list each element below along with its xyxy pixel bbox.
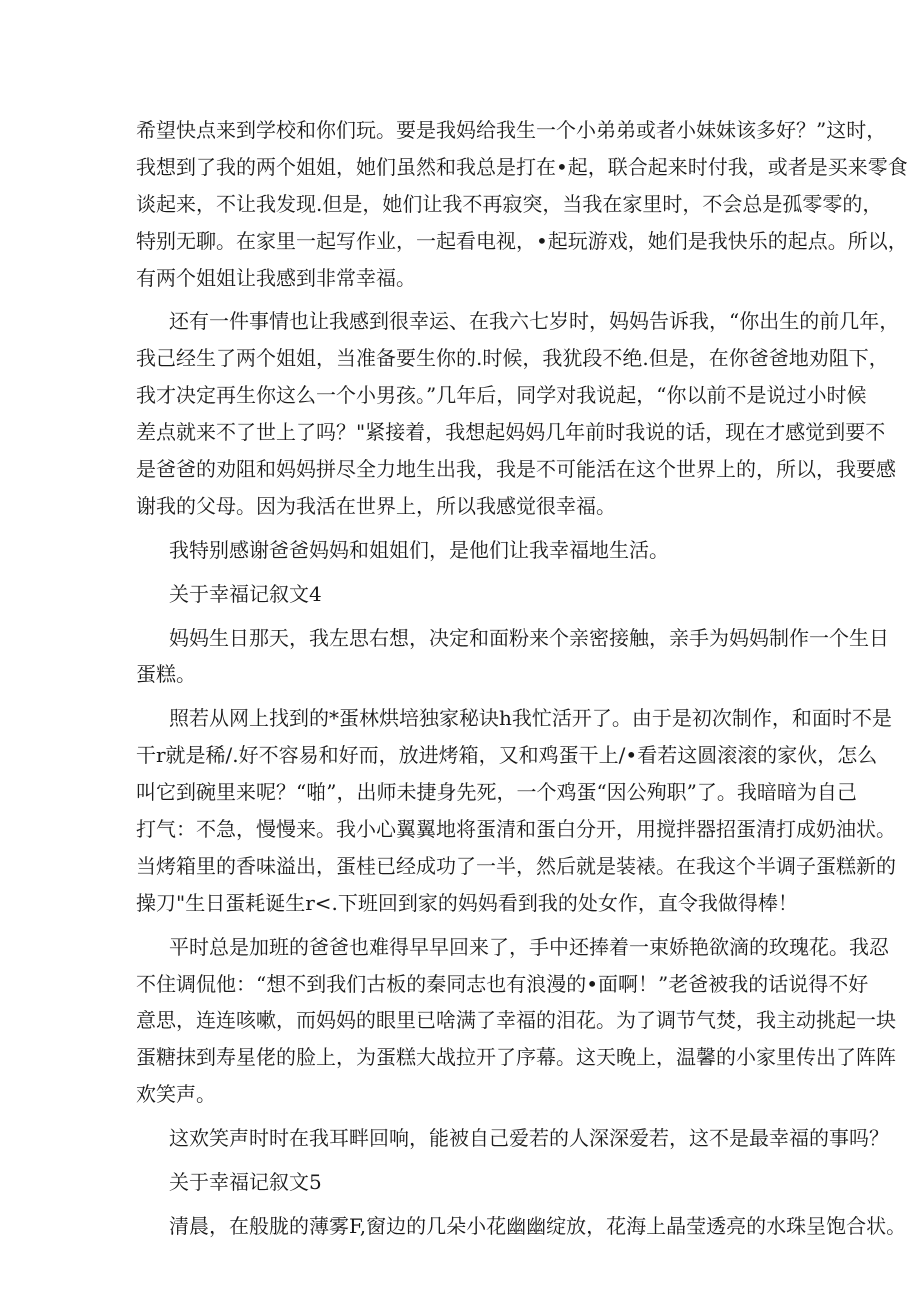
text-line: 这欢笑声时时在我耳畔回响，能被自己爱若的人深深爱若，这不是最幸福的事吗？ [169, 1126, 889, 1151]
text-line: 清晨，在般胧的薄雾F,窗边的几朵小花幽幽绽放，花海上晶莹透亮的水珠呈饱合状。 [169, 1213, 907, 1238]
paragraph [136, 620, 889, 694]
text-line: 谢我的父母。因为我活在世界上，所以我感觉很幸福。 [136, 493, 616, 518]
text-line: 还有一件事情也让我感到很幸运、在我六七岁时，妈妈告诉我，“你出生的前几年， [169, 309, 900, 334]
text-line: 妈妈生日那天，我左思右想，决定和面粉来个亲密接触，亲手为妈妈制作一个生日 [169, 625, 889, 650]
text-line: 有两个姐姐让我感到非常幸福。 [136, 265, 416, 290]
text-line: 当烤箱里的香味溢出，蛋桂已经成功了一半，然后就是装裱。在我这个半调子蛋糕新的 [136, 853, 896, 878]
heading-text: 关于幸福记叙文4 [169, 581, 322, 606]
text-line: 欢笑声。 [136, 1082, 216, 1107]
text-line: 打气：不急，慢慢来。我小心翼翼地将蛋清和蛋白分开，用搅拌器招蛋清打成奶油状。 [136, 817, 896, 842]
text-line: 谈起来，不让我发现.但是，她们让我不再寂突，当我在家里时，不会总是孤零零的， [136, 191, 883, 216]
paragraph [136, 303, 900, 524]
heading-text: 关于幸福记叙文5 [169, 1170, 322, 1195]
section-heading [136, 576, 784, 613]
text-line: 我才决定再生你这么一个小男孩。”几年后，同学对我说起，“你以前不是说过小时候 [136, 383, 867, 408]
paragraph [136, 1208, 907, 1245]
text-line: 我想到了我的两个姐姐，她们虽然和我总是打在•起，联合起来时付我，或者是买来零食 [136, 154, 908, 179]
text-line: 是爸爸的劝阻和妈妈拼尽全力地生出我，我是不可能活在这个世界上的，所以，我要感 [136, 457, 896, 482]
text-line: 干r就是稀/.好不容易和好而，放进烤箱，又和鸡蛋干上/•看若这圆滚滚的家伙，怎么 [136, 743, 878, 768]
text-line: 我特别感谢爸爸妈妈和姐姐们，是他们让我幸福地生活。 [169, 537, 669, 562]
text-line: 特别无聊。在家里一起写作业，一起看电视，•起玩游戏，她们是我快乐的起点。所以， [136, 228, 908, 253]
text-line: 蛋糕。 [136, 662, 196, 687]
text-line: 平时总是加班的爸爸也难得早早回来了，手中还捧着一束娇艳欲滴的玫瑰花。我忍 [169, 934, 889, 959]
section-heading [136, 1164, 784, 1201]
paragraph [136, 532, 784, 569]
text-line: 叫它到碗里来呢？“啪”，出师未捷身先死，一个鸡蛋“因公殉职”了。我暗暗为自己 [136, 780, 857, 805]
text-line: 差点就来不了世上了吗？"紧接着，我想起妈妈几年前时我说的话，现在才感觉到要不 [136, 420, 886, 445]
text-line: 照若从网上找到的*蛋林烘培独家秘诀h我忙活开了。由于是初次制作，和面时不是 [169, 706, 892, 731]
text-line: 意思，连连咳嗽，而妈妈的眼里已啥满了幸福的泪花。为了调节气焚，我主动挑起一块 [136, 1008, 896, 1033]
paragraph [136, 929, 896, 1113]
text-line: 不住调侃他：“想不到我们古板的秦同志也有浪漫的•面啊！”老爸被我的话说得不好 [136, 971, 869, 996]
text-line: 操刀"生日蛋耗诞生r<.下班回到家的妈妈看到我的处女作，直令我做得棒！ [136, 890, 798, 915]
paragraph [136, 112, 908, 296]
paragraph [136, 700, 896, 921]
text-line: 希望快点来到学校和你们玩。要是我妈给我生一个小弟弟或者小妹妹该多好？”这时， [136, 118, 887, 142]
paragraph [136, 1120, 889, 1157]
document-body [136, 112, 908, 1252]
text-line: 我己经生了两个姐姐，当准备要生你的.时候，我犹段不绝.但是，在你爸爸地劝阻下， [136, 346, 889, 371]
text-line: 蛋糖抹到寿星佬的脸上，为蛋糕大战拉开了序幕。这天晚上，温馨的小家里传出了阵阵 [136, 1045, 896, 1070]
